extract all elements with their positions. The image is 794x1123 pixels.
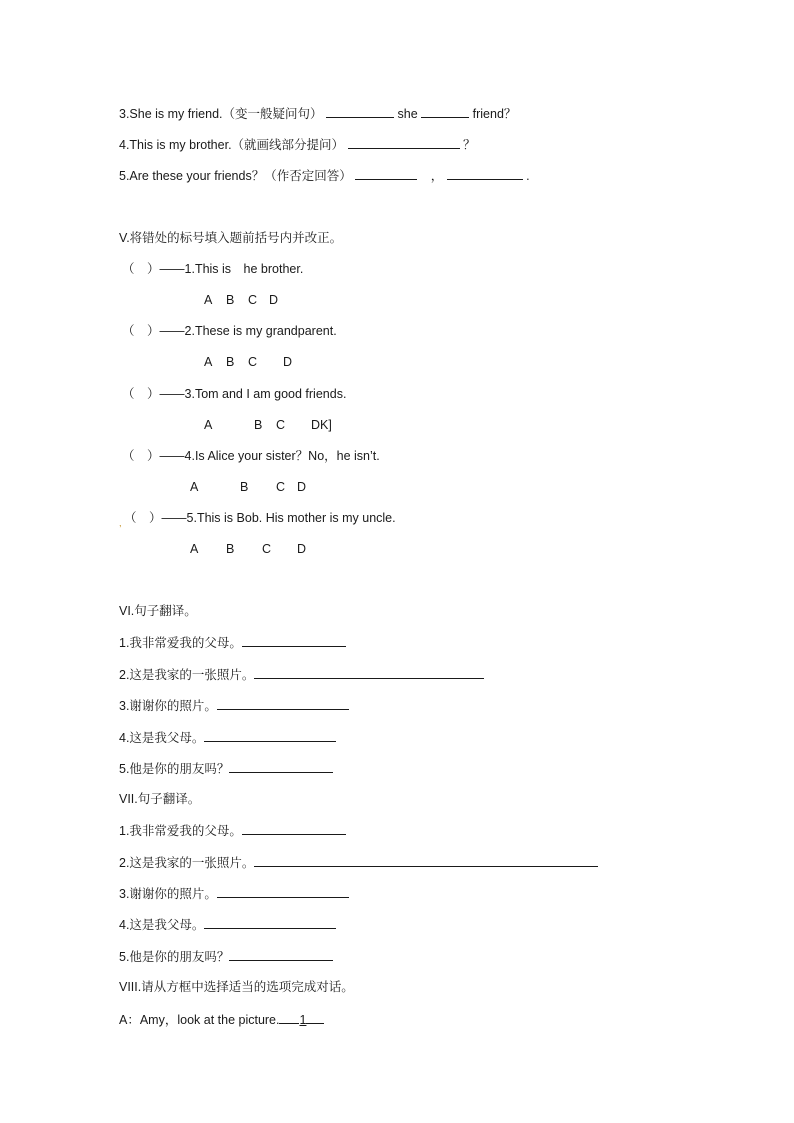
viii-line-1: A：Amy，look at the picture. 1 <box>119 1011 324 1028</box>
vi-item-3: 3.谢谢你的照片。 <box>119 697 349 714</box>
answer-paren[interactable]: （ ） <box>124 511 162 525</box>
answer-blank[interactable] <box>242 634 346 647</box>
answer-blank[interactable] <box>326 105 394 118</box>
stray-mark: , <box>119 518 122 528</box>
vii-item-2: 2.这是我家的一张照片。 <box>119 854 598 871</box>
option-label: A <box>204 293 213 307</box>
option-label: A <box>204 355 213 369</box>
option-label: D <box>297 542 307 556</box>
vii-item-5: 5.他是你的朋友吗？ <box>119 948 333 965</box>
answer-blank[interactable] <box>254 666 484 679</box>
vii-item-1: 1.我非常爱我的父母。 <box>119 822 346 839</box>
option-label: C <box>248 293 258 307</box>
option-label: A <box>204 418 213 432</box>
answer-blank[interactable] <box>421 105 469 118</box>
blank-number: 1 <box>299 1013 307 1027</box>
answer-blank[interactable] <box>355 167 417 180</box>
option-label: A <box>190 480 199 494</box>
v-item-2: （ ）——2.These is my grandparent. <box>122 324 337 338</box>
answer-blank[interactable] <box>254 854 598 867</box>
answer-paren[interactable]: （ ） <box>122 324 160 338</box>
answer-blank[interactable] <box>217 885 349 898</box>
vii-item-4: 4.这是我父母。 <box>119 916 336 933</box>
section-vii-title: VII.句子翻译。 <box>119 792 201 806</box>
v-item-3: （ ）——3.Tom and I am good friends. <box>122 387 347 401</box>
option-label: B <box>240 480 249 494</box>
option-label: B <box>226 542 235 556</box>
section-viii-title: VIII.请从方框中选择适当的选项完成对话。 <box>119 980 354 994</box>
answer-paren[interactable]: （ ） <box>122 449 160 463</box>
v-item-1: （ ）——1.This is he brother. <box>122 262 304 276</box>
answer-blank[interactable] <box>204 916 336 929</box>
answer-blank[interactable] <box>217 697 349 710</box>
answer-blank[interactable] <box>348 136 460 149</box>
option-label: A <box>190 542 199 556</box>
option-label: DK] <box>311 418 332 432</box>
option-label: D <box>283 355 293 369</box>
answer-paren[interactable]: （ ） <box>122 262 160 276</box>
answer-blank[interactable] <box>229 760 333 773</box>
answer-blank[interactable] <box>447 167 523 180</box>
option-label: C <box>276 480 286 494</box>
section-vi-title: VI.句子翻译。 <box>119 604 197 618</box>
answer-blank[interactable] <box>242 822 346 835</box>
v-item-5: （ ）——5.This is Bob. His mother is my uncle. <box>124 511 396 525</box>
vi-item-5: 5.他是你的朋友吗？ <box>119 760 333 777</box>
section-v-title: V.将错处的标号填入题前括号内并改正。 <box>119 231 343 245</box>
option-label: C <box>276 418 286 432</box>
answer-blank[interactable] <box>279 1011 299 1024</box>
option-label: B <box>254 418 263 432</box>
iv-q4: 4.This is my brother.（就画线部分提问） ？ <box>119 138 476 152</box>
answer-blank[interactable] <box>306 1011 324 1024</box>
option-label: C <box>262 542 272 556</box>
answer-blank[interactable] <box>229 948 333 961</box>
iv-q5: 5.Are these your friends？（作否定回答） ， . <box>119 169 530 183</box>
iv-q3: 3.She is my friend.（变一般疑问句） she friend？ <box>119 107 517 121</box>
option-label: D <box>297 480 307 494</box>
vii-item-3: 3.谢谢你的照片。 <box>119 885 349 902</box>
v-item-4: （ ）——4.Is Alice your sister？No，he isn’t. <box>122 449 380 463</box>
vi-item-4: 4.这是我父母。 <box>119 729 336 746</box>
answer-blank[interactable] <box>204 729 336 742</box>
answer-paren[interactable]: （ ） <box>122 387 160 401</box>
vi-item-1: 1.我非常爱我的父母。 <box>119 634 346 651</box>
option-label: C <box>248 355 258 369</box>
option-label: B <box>226 293 235 307</box>
vi-item-2: 2.这是我家的一张照片。 <box>119 666 484 683</box>
option-label: D <box>269 293 279 307</box>
option-label: B <box>226 355 235 369</box>
